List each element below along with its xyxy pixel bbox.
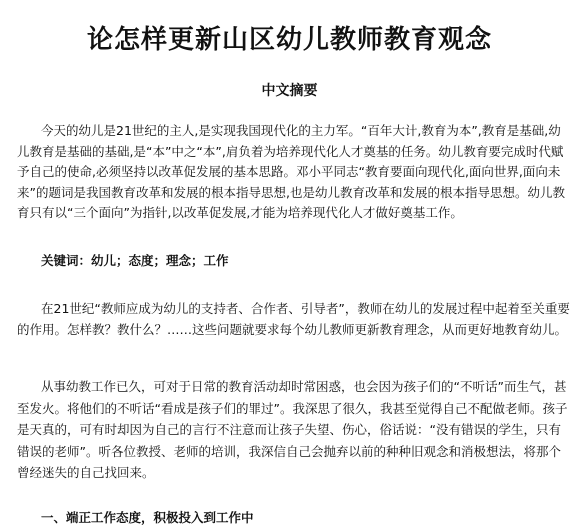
body-paragraph-2: 从事幼教工作已久，可对于日常的教育活动却时常困惑，也会因为孩子们的“不听话”而生气，甚至发火。将他们的不听话“看成是孩子们的罪过”。我深思了很久，我甚至觉得自己不配做老师。孩子是天真的，可有时却因为自己的言行不注意而让孩子失望、伤心，俗话说：“没有错误的学生，只有错误的老师”。听各位教授、老师的培训，我深信自己会抛弃以前的种种旧观念和消极想法，将那个曾经迷失的自己找回来。 <box>17 379 568 480</box>
body-paragraph-1: 在21世纪“教师应成为幼儿的支持者、合作者、引导者”，教师在幼儿的发展过程中起着至关重要的作用。怎样教？教什么？……这些问题就要求每个幼儿教师更新教育理念，从而更好地教育幼儿。 <box>17 301 570 337</box>
keywords-line: 关键词：幼儿；态度；理念；工作 <box>41 253 229 268</box>
abstract-heading: 中文摘要 <box>261 83 318 99</box>
abstract-paragraph: 今天的幼儿是21世纪的主人,是实现我国现代化的主力军。“百年大计,教育为本”,教育是基础,幼儿教育是基础的基础,是“本”中之“本”,肩负着为培养现代化人才奠基的任务。幼儿教育要完成时代赋予自己的使命,必须坚持以改革促发展的基本思路。邓小平同志“教育要面向现代化,面向世界,面向未来”的题词是我国教育改革和发展的根本指导思想,也是幼儿教育改革和发展的根本指导思想。幼儿教育只有以“三个面向”为指针,以改革促发展,才能为培养现代化人才做好奠基工作。 <box>17 123 565 220</box>
section-heading-1: 一、端正工作态度，积极投入到工作中 <box>41 510 254 525</box>
document-title: 论怎样更新山区幼儿教师教育观念 <box>86 25 492 56</box>
